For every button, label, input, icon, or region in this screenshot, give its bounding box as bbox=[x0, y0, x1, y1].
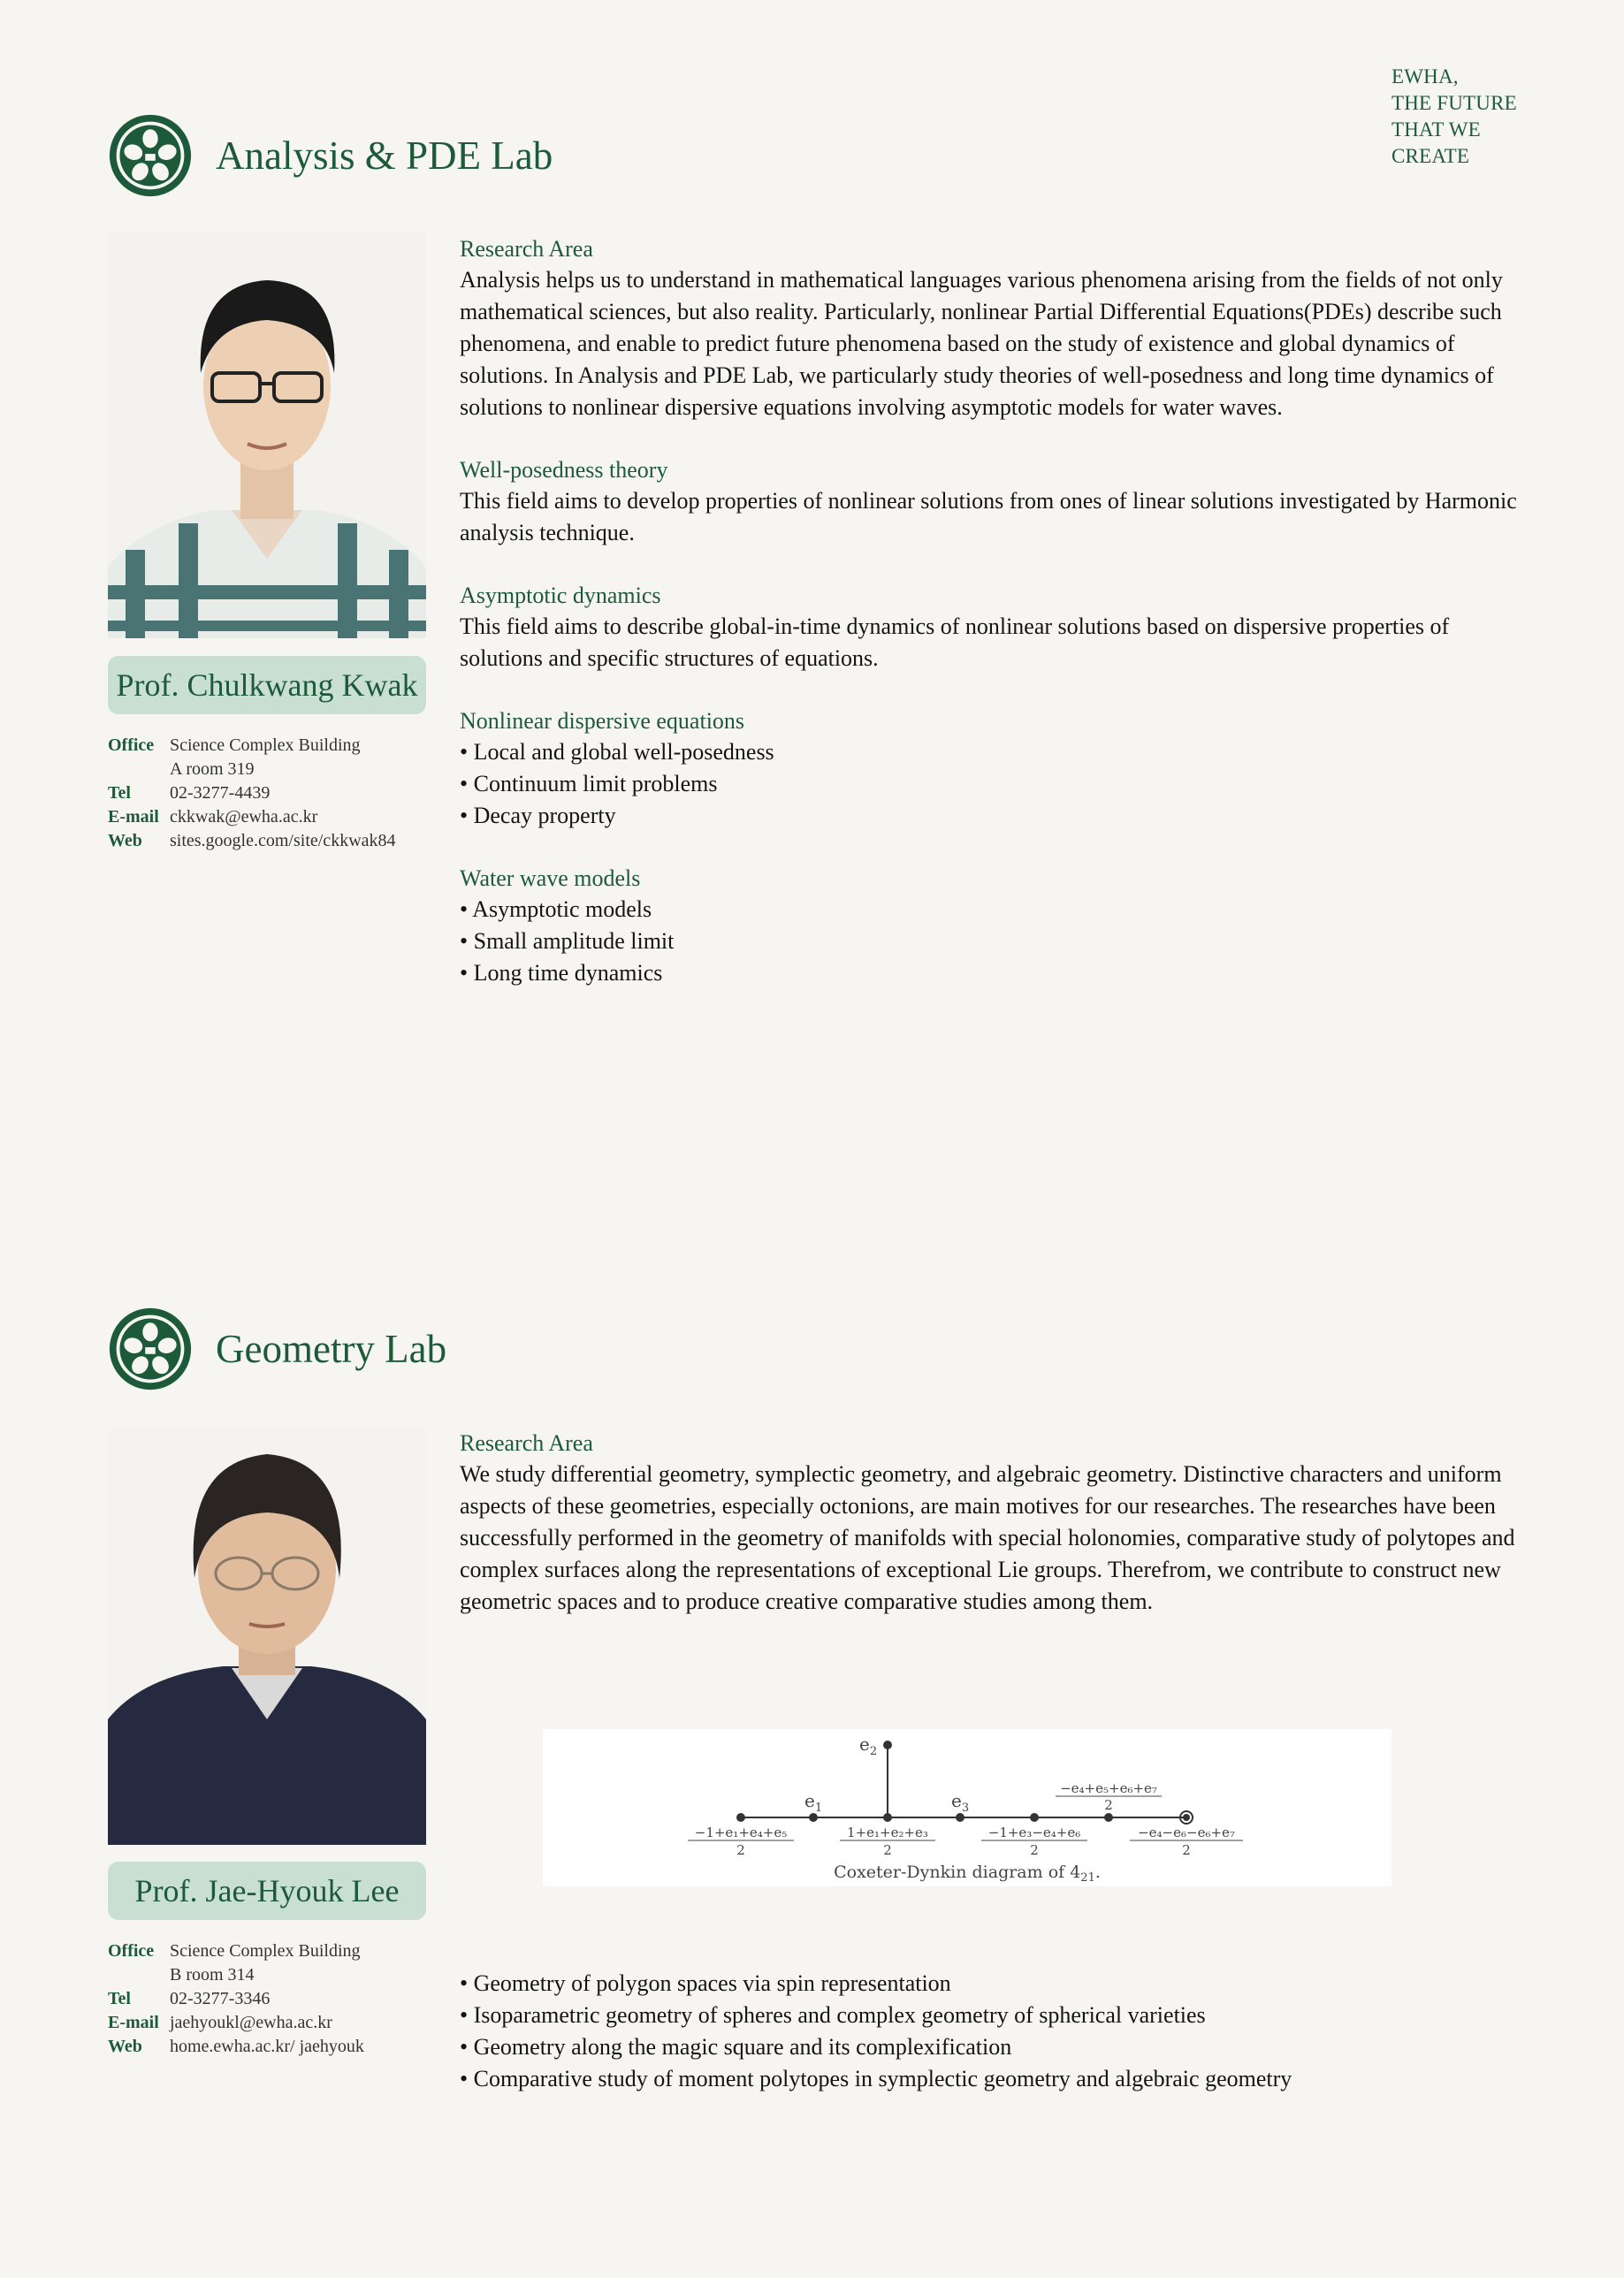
fraction-numerator: −1+e₃−e₄+e₆ bbox=[987, 1825, 1081, 1840]
contact-info bbox=[108, 1939, 364, 2059]
section-text: Analysis helps us to understand in mathematical languages various phenomena arising from the fields of not only mathematical sciences, but also reality. Particularly, nonlinear Partial Differential Equations(PDEs) describe such phenomena, and enable to predict future phenomena based on the study of existence and global dynamics of solutions. In Analysis and PDE Lab, we particularly study theories of well-posedness and long time dynamics of solutions to nonlinear dispersive equations involving asymptotic models for water waves. bbox=[460, 267, 1503, 420]
office-value: Science Complex Building bbox=[170, 1941, 361, 1961]
contact-info bbox=[108, 734, 396, 853]
email-value: ckkwak@ewha.ac.kr bbox=[170, 807, 318, 827]
section-title: Research Area bbox=[460, 1430, 593, 1456]
coxeter-dynkin-diagram bbox=[543, 1729, 1391, 1886]
professor-name: Prof. Jae-Hyouk Lee bbox=[108, 1862, 426, 1920]
fraction-numerator: 1+e₁+e₂+e₃ bbox=[847, 1825, 928, 1840]
section-title: Well-posedness theory bbox=[460, 457, 668, 483]
tel-value: 02-3277-4439 bbox=[170, 783, 271, 803]
fraction-denominator: 2 bbox=[736, 1842, 745, 1858]
list-item: • Continuum limit problems bbox=[460, 768, 1521, 800]
section-text: This field aims to develop properties of nonlinear solutions from ones of linear solutions investigated by Harmonic analysis technique. bbox=[460, 488, 1517, 545]
professor-photo bbox=[108, 1428, 426, 1845]
web-label: Web bbox=[108, 831, 142, 850]
office-value: Science Complex Building bbox=[170, 735, 361, 755]
tel-label: Tel bbox=[108, 783, 131, 803]
tel-value: 02-3277-3346 bbox=[170, 1989, 271, 2008]
list-item: • Isoparametric geometry of spheres and complex geometry of spherical varieties bbox=[460, 2000, 1521, 2031]
tagline bbox=[1391, 64, 1517, 170]
geometry-topics bbox=[460, 1968, 1521, 2095]
fraction-numerator: −e₄−e₆−e₆+e₇ bbox=[1138, 1825, 1235, 1840]
list-item: • Small amplitude limit bbox=[460, 926, 1521, 957]
web-value: home.ewha.ac.kr/ jaehyouk bbox=[170, 2037, 364, 2056]
research-content bbox=[460, 1429, 1521, 1618]
list-item: • Decay property bbox=[460, 800, 1521, 832]
fraction-denominator: 2 bbox=[1030, 1842, 1039, 1858]
tagline-line: THE FUTURE bbox=[1391, 92, 1517, 114]
web-label: Web bbox=[108, 2037, 142, 2056]
university-emblem-icon bbox=[108, 1307, 193, 1391]
web-value: sites.google.com/site/ckkwak84 bbox=[170, 831, 396, 850]
section-text: This field aims to describe global-in-time dynamics of nonlinear solutions based on dispersive properties of solutions and specific structures of equations. bbox=[460, 613, 1450, 671]
list-item: • Long time dynamics bbox=[460, 957, 1521, 989]
fraction-denominator: 2 bbox=[1104, 1797, 1113, 1813]
list-item: • Geometry along the magic square and its complexification bbox=[460, 2031, 1521, 2063]
section-title: Nonlinear dispersive equations bbox=[460, 708, 745, 734]
tel-label: Tel bbox=[108, 1989, 131, 2008]
office-label: Office bbox=[108, 1941, 155, 1961]
lab-title: Analysis & PDE Lab bbox=[216, 133, 553, 178]
list-item: • Comparative study of moment polytopes in symplectic geometry and algebraic geometry bbox=[460, 2063, 1521, 2095]
office-room: B room 314 bbox=[170, 1965, 255, 1985]
lab-header-analysis bbox=[108, 113, 553, 198]
diagram-caption: Coxeter-Dynkin diagram of $4_{21}$. bbox=[834, 1863, 1101, 1885]
email-value: jaehyoukl@ewha.ac.kr bbox=[170, 2013, 332, 2032]
email-label: E-mail bbox=[108, 2013, 159, 2032]
fraction-denominator: 2 bbox=[883, 1842, 892, 1858]
professor-photo bbox=[108, 232, 426, 638]
section-title: Water wave models bbox=[460, 865, 641, 891]
university-emblem-icon bbox=[108, 113, 193, 198]
research-content bbox=[460, 234, 1521, 989]
fraction-denominator: 2 bbox=[1182, 1842, 1191, 1858]
fraction-numerator: −e₄+e₅+e₆+e₇ bbox=[1060, 1780, 1157, 1796]
list-item: • Geometry of polygon spaces via spin representation bbox=[460, 1968, 1521, 2000]
list-item: • Local and global well-posedness bbox=[460, 736, 1521, 768]
email-label: E-mail bbox=[108, 807, 159, 827]
lab-title: Geometry Lab bbox=[216, 1327, 447, 1371]
office-label: Office bbox=[108, 735, 155, 755]
office-room: A room 319 bbox=[170, 759, 255, 779]
node-label: $e_1$ bbox=[804, 1790, 823, 1815]
node-label: $e_2$ bbox=[859, 1733, 878, 1758]
fraction-numerator: −1+e₁+e₄+e₅ bbox=[694, 1825, 788, 1840]
section-text: We study differential geometry, symplectic geometry, and algebraic geometry. Distinctive characters and uniform aspects of these geometries, especially octonions, are main motives for our researches. The researches have been successfully performed in the geometry of manifolds with special holonomies, comparative study of polytopes and complex surfaces along the representations of exceptional Lie groups. Therefrom, we contribute to construct new geometric spaces and to produce creative comparative studies among them. bbox=[460, 1461, 1515, 1614]
professor-name: Prof. Chulkwang Kwak bbox=[108, 656, 426, 714]
tagline-line: THAT WE bbox=[1391, 118, 1481, 141]
section-title: Asymptotic dynamics bbox=[460, 583, 661, 608]
tagline-line: CREATE bbox=[1391, 145, 1470, 167]
node-label: $e_3$ bbox=[951, 1790, 970, 1815]
lab-header-geometry bbox=[108, 1307, 446, 1391]
tagline-line: EWHA, bbox=[1391, 65, 1459, 88]
list-item: • Asymptotic models bbox=[460, 894, 1521, 926]
section-title: Research Area bbox=[460, 236, 593, 262]
